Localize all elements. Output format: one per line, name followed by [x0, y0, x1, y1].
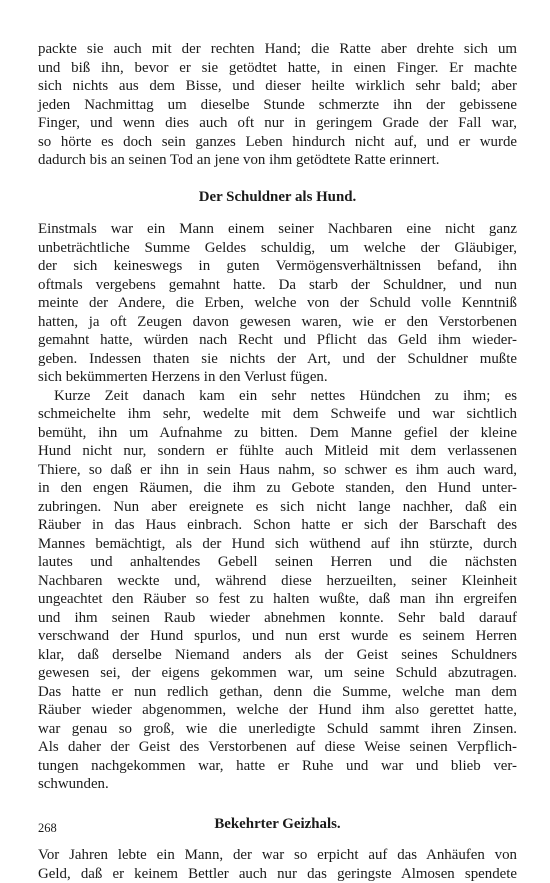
text-line: hatten, ja oft Zeugen davon gewesen waren, wie er den Verstorbenen — [38, 313, 517, 332]
text-line: sich nichts aus dem Bisse, und dieser heilte wirklich sehr bald; aber — [38, 77, 517, 96]
text-line: oftmals vergebens gemahnt hatte. Da starb der Schuldner, und nun — [38, 276, 517, 295]
text-line: gemahnt hatte, würden nach Recht und Pflicht das Geld ihm wieder- — [38, 331, 517, 350]
story1-paragraph-2 — [38, 387, 517, 794]
text-line: zubringen. Nun aber ereignete es sich nicht lange nachher, daß ein — [38, 498, 517, 517]
text-line: sich bekümmerten Herzens in den Verlust fügen. — [38, 368, 517, 387]
text-line: gewesen sei, der eigens gekommen war, um seine Schuld abzutragen. — [38, 664, 517, 683]
text-line: Räuber wieder abgenommen, welche der Hund ihm also gerettet hatte, — [38, 701, 517, 720]
text-line: dadurch bis an seinen Tod an jene von ihm getödtete Ratte erinnert. — [38, 151, 517, 170]
text-line: tungen nachgekommen war, hatte er Ruhe und war und blieb ver- — [38, 757, 517, 776]
text-line: und ihm seinen Raub wieder abnehmen konnte. Sehr bald darauf — [38, 609, 517, 628]
text-line: Vor Jahren lebte ein Mann, der war so erpicht auf das Anhäufen von — [38, 846, 517, 865]
story1-paragraph-1 — [38, 220, 517, 387]
text-line: Das hatte er nun redlich gethan, denn die Summe, welche man dem — [38, 683, 517, 702]
text-line: schwunden. — [38, 775, 517, 794]
text-line: Als daher der Geist des Verstorbenen auf diese Weise seinen Verpflich- — [38, 738, 517, 757]
text-line: verschwand der Hund spurlos, und nun erst wurde es seinem Herren — [38, 627, 517, 646]
text-line: unbeträchtliche Summe Geldes schuldig, um welche der Gläubiger, — [38, 239, 517, 258]
text-line: Geld, daß er keinem Bettler auch nur das geringste Almosen spendete — [38, 865, 517, 883]
text-line: Einstmals war ein Mann einem seiner Nachbaren eine nicht ganz — [38, 220, 517, 239]
text-line: in den engen Räumen, die ihm zu Gebote standen, den Hund unter- — [38, 479, 517, 498]
text-line: packte sie auch mit der rechten Hand; die Ratte aber drehte sich um — [38, 40, 517, 59]
text-line: so hörte es doch sein ganzes Leben hindurch nicht auf, und er wurde — [38, 133, 517, 152]
text-line: lautes und anhaltendes Gebell seinen Herren und die nächsten — [38, 553, 517, 572]
text-line: meinte der Andere, die Erben, welche von der Schuld volle Kenntniß — [38, 294, 517, 313]
text-line: Räuber in das Haus einbrach. Schon hatte er sich der Barschaft des — [38, 516, 517, 535]
text-line: Thiere, so daß er ihn in sein Haus nahm, so schwer es ihm auch ward, — [38, 461, 517, 480]
text-line: bemüht, ihn um Aufnahme zu bitten. Dem Manne gefiel der kleine — [38, 424, 517, 443]
book-page — [38, 40, 517, 883]
text-line: geben. Indessen thaten sie nichts der Art, und der Schuldner mußte — [38, 350, 517, 369]
section-title-geizhals: Bekehrter Geizhals. — [38, 815, 517, 834]
text-line: jeden Nachmittag um dieselbe Stunde schmerzte ihn der gebissene — [38, 96, 517, 115]
opening-paragraph — [38, 40, 517, 170]
text-line: ungeachtet den Räuber so fest zu halten wußte, daß man ihn ergreifen — [38, 590, 517, 609]
page-number: 268 — [38, 821, 57, 836]
text-line: Hund nicht nur, sondern er fühlte auch Mitleid mit dem verlassenen — [38, 442, 517, 461]
text-line: Finger, und wenn dies auch oft nur in geringem Grade der Fall war, — [38, 114, 517, 133]
text-line: schmeichelte ihm sehr, wedelte mit dem Schweife und war sichtlich — [38, 405, 517, 424]
text-line: Kurze Zeit danach kam ein sehr nettes Hündchen zu ihm; es — [38, 387, 517, 406]
story2-paragraph-1 — [38, 846, 517, 883]
text-line: Nachbaren weckte und, während diese herzueilten, seiner Kleinheit — [38, 572, 517, 591]
text-line: und biß ihn, bevor er sie getödtet hatte, in einen Finger. Er machte — [38, 59, 517, 78]
text-line: klar, daß derselbe Niemand anders als der Geist seines Schuldners — [38, 646, 517, 665]
text-line: Mannes bemächtigt, als der Hund sich wüthend auf ihn stürzte, durch — [38, 535, 517, 554]
text-line: der sich keineswegs in guten Vermögensverhältnissen befand, ihn — [38, 257, 517, 276]
text-line: war genau so groß, wie die unerledigte Schuld sammt ihren Zinsen. — [38, 720, 517, 739]
section-title-schuldner: Der Schuldner als Hund. — [38, 188, 517, 207]
